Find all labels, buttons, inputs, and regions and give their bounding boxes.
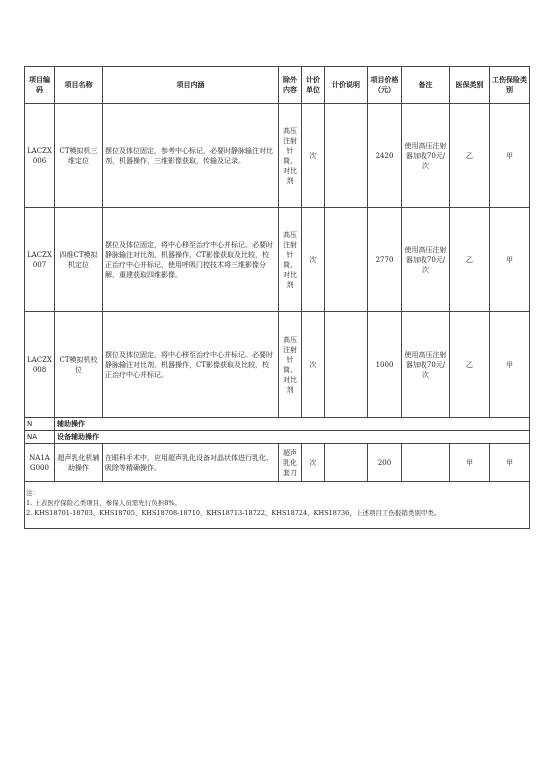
- cell-unit: 次: [302, 444, 325, 482]
- cell-name: CT模拟机三维定位: [55, 104, 103, 208]
- cell-code: LACZX008: [25, 312, 55, 418]
- cell-remarks: 使用高压注射器加收70元/次: [402, 312, 450, 418]
- cell-medical-category: 甲: [450, 444, 490, 482]
- table-row: [25, 208, 530, 312]
- section-row-n: [25, 418, 530, 431]
- cell-excluded: 高压注射针筒、对比剂: [279, 104, 302, 208]
- notes-block: [25, 482, 530, 529]
- cell-injury-category: 甲: [490, 312, 530, 418]
- cell-injury-category: 甲: [490, 444, 530, 482]
- table-row: [25, 104, 530, 208]
- header-medical-category: 医保类别: [450, 67, 490, 104]
- cell-content: 在眼科手术中，应用超声乳化设备对晶状体进行乳化、吸除等精确操作。: [103, 444, 279, 482]
- cell-pricing-note: [325, 208, 368, 312]
- header-unit: 计价单位: [302, 67, 325, 104]
- header-code: 项目编码: [25, 67, 55, 104]
- section-row-na: [25, 431, 530, 444]
- cell-excluded: 高压注射针筒、对比剂: [279, 208, 302, 312]
- cell-price: 1000: [368, 312, 402, 418]
- cell-price: 2420: [368, 104, 402, 208]
- cell-remarks: 使用高压注射器加收70元/次: [402, 104, 450, 208]
- cell-unit: 次: [302, 208, 325, 312]
- cell-price: 2770: [368, 208, 402, 312]
- cell-injury-category: 甲: [490, 208, 530, 312]
- header-excluded: 除外内容: [279, 67, 302, 104]
- cell-medical-category: 乙: [450, 104, 490, 208]
- cell-name: 四维CT模拟机定位: [55, 208, 103, 312]
- cell-pricing-note: [325, 444, 368, 482]
- cell-content: 摆位及体位固定，将中心移至治疗中心并标记。必要时静脉输注对比剂，机器操作，CT影像获取及比较，校正治疗中心并标记，使用呼吸门控技术将三维影像分解、重建获取四维影像。: [103, 208, 279, 312]
- cell-code: NA1AG000: [25, 444, 55, 482]
- note-line-2: 2. KHS18701-18703、KHS18705、KHS18708-18710、KHS18713-18722、KHS18724、KHS18736，上述项目工伤报销类别甲类。: [26, 509, 441, 517]
- cell-code: LACZX006: [25, 104, 55, 208]
- table-row: [25, 312, 530, 418]
- cell-injury-category: 甲: [490, 104, 530, 208]
- header-injury-category: 工伤保险类别: [490, 67, 530, 104]
- price-table: [24, 66, 530, 529]
- cell-pricing-note: [325, 312, 368, 418]
- cell-name: 超声乳化机辅助操作: [55, 444, 103, 482]
- cell-pricing-note: [325, 104, 368, 208]
- section-code: NA: [25, 431, 55, 444]
- cell-excluded: 高压注射针筒、对比剂: [279, 312, 302, 418]
- header-content: 项目内涵: [103, 67, 279, 104]
- section-title: 设备辅助操作: [55, 431, 530, 444]
- header-price: 项目价格（元）: [368, 67, 402, 104]
- cell-medical-category: 乙: [450, 208, 490, 312]
- note-line-1: 1. 上表医疗保险乙类项目，参保人员需先行负担8%。: [26, 499, 182, 507]
- notes-heading: 注：: [26, 489, 39, 497]
- table-row: [25, 444, 530, 482]
- cell-content: 摆位及体位固定，参考中心标记，必要时静脉输注对比剂，机器操作，三维影像获取，传输及记录。: [103, 104, 279, 208]
- cell-medical-category: 乙: [450, 312, 490, 418]
- section-code: N: [25, 418, 55, 431]
- header-name: 项目名称: [55, 67, 103, 104]
- cell-remarks: [402, 444, 450, 482]
- notes-row: [25, 482, 530, 529]
- table-header-row: [25, 67, 530, 104]
- header-pricing-note: 计价说明: [325, 67, 368, 104]
- cell-excluded: 超声乳化套刀: [279, 444, 302, 482]
- cell-content: 摆位及体位固定，将中心移至治疗中心并标记。必要时静脉输注对比剂，机器操作，CT影像获取及比较，校正治疗中心并标记。: [103, 312, 279, 418]
- cell-unit: 次: [302, 312, 325, 418]
- header-remarks: 备注: [402, 67, 450, 104]
- cell-price: 200: [368, 444, 402, 482]
- cell-remarks: 使用高压注射器加收70元/次: [402, 208, 450, 312]
- cell-name: CT模拟机校位: [55, 312, 103, 418]
- cell-code: LACZX007: [25, 208, 55, 312]
- section-title: 辅助操作: [55, 418, 530, 431]
- price-table-sheet: [24, 66, 529, 529]
- cell-unit: 次: [302, 104, 325, 208]
